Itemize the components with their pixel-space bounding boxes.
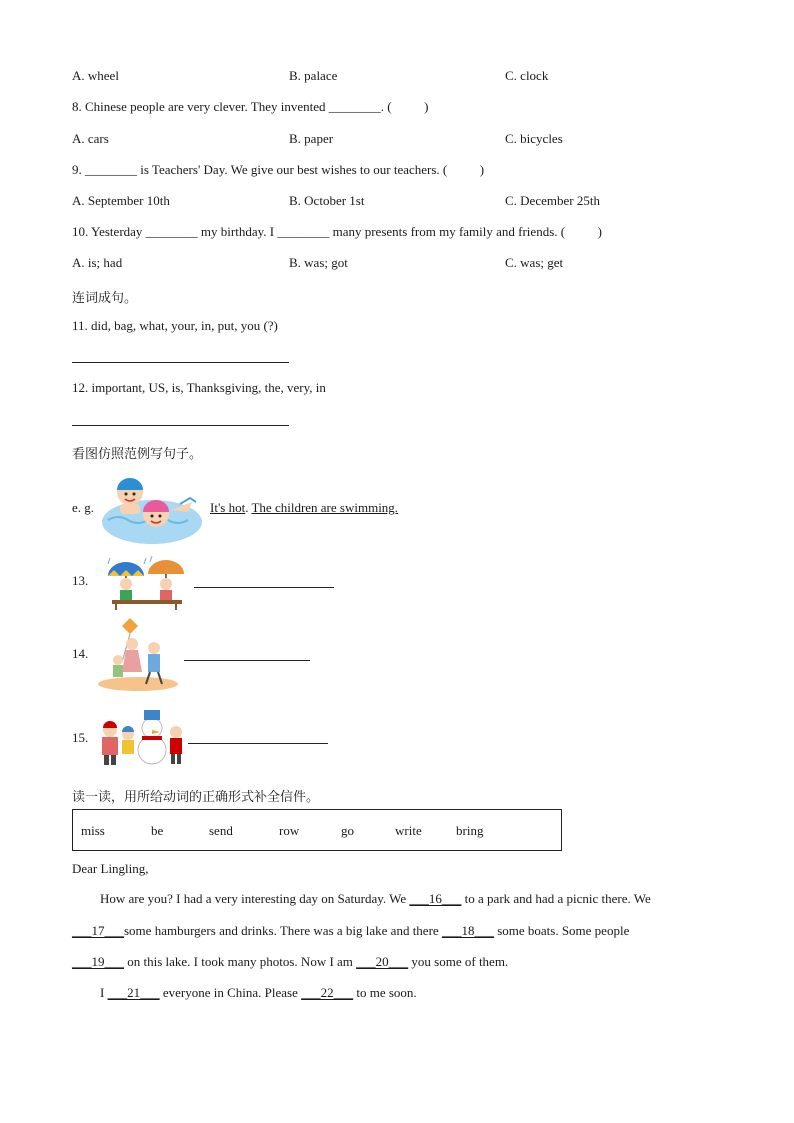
flying-kite-picture [96, 614, 182, 692]
section-title-word-order: 连词成句。 [72, 291, 138, 306]
example-part2: The children are swimming. [251, 500, 399, 515]
letter-line-2 [72, 923, 629, 939]
example-separator: . [245, 500, 252, 515]
q9-option-a: A. September 10th [72, 193, 170, 208]
q10-option-b: B. was; got [289, 255, 348, 270]
q8-option-a: A. cars [72, 131, 109, 146]
q15-answer-line[interactable] [188, 743, 328, 744]
letter-line-3 [72, 954, 508, 970]
blank-18[interactable]: ___18___ [441, 923, 494, 938]
word-bank-item-bring: bring [456, 823, 484, 838]
swimming-children-picture [100, 470, 204, 548]
q13-answer-line[interactable] [194, 587, 334, 588]
word-bank-item-row: row [279, 823, 300, 838]
q10-stem: 10. Yesterday ________ my birthday. I ________ many presents from my family and friends. ( ) [72, 224, 602, 239]
q15-label: 15. [72, 730, 89, 745]
word-bank-item-miss: miss [81, 823, 105, 838]
rainy-day-umbrella-picture [104, 554, 188, 612]
q7-option-b: B. palace [289, 68, 338, 83]
word-bank-item-send: send [209, 823, 233, 838]
word-bank-item-be: be [151, 823, 164, 838]
word-bank-item-go: go [341, 823, 354, 838]
example-part1: It's hot [210, 500, 246, 515]
letter-text: to me soon. [353, 985, 417, 1000]
blank-20[interactable]: ___20___ [356, 954, 409, 969]
q7-option-a: A. wheel [72, 68, 119, 83]
blank-21[interactable]: ___21___ [107, 985, 160, 1000]
word-bank-box [72, 809, 562, 851]
q14-label: 14. [72, 646, 89, 661]
letter-text: I [100, 985, 108, 1000]
letter-text: How are you? I had a very interesting day on Saturday. We [100, 891, 410, 906]
q12-answer-line[interactable] [72, 425, 289, 426]
letter-text: some hamburgers and drinks. There was a big lake and there [124, 923, 442, 938]
q11-stem: 11. did, bag, what, your, in, put, you (?) [72, 318, 278, 333]
q10-option-a: A. is; had [72, 255, 123, 270]
letter-line-4 [100, 985, 417, 1001]
letter-greeting: Dear Lingling, [72, 861, 149, 876]
blank-16[interactable]: ___16___ [409, 891, 462, 906]
q9-option-c: C. December 25th [505, 193, 600, 208]
q8-option-c: C. bicycles [505, 131, 563, 146]
letter-text: everyone in China. Please [159, 985, 302, 1000]
letter-text: on this lake. I took many photos. Now I am [124, 954, 357, 969]
blank-19[interactable]: ___19___ [72, 954, 124, 969]
blank-17[interactable]: ___17___ [72, 923, 124, 938]
example-label: e. g. [72, 500, 95, 515]
blank-22[interactable]: ___22___ [301, 985, 354, 1000]
q8-stem: 8. Chinese people are very clever. They invented ________. ( ) [72, 99, 429, 114]
q11-answer-line[interactable] [72, 362, 289, 363]
letter-line-1 [100, 891, 651, 907]
word-bank-item-write: write [395, 823, 422, 838]
letter-text: to a park and had a picnic there. We [461, 891, 651, 906]
q10-option-c: C. was; get [505, 255, 564, 270]
q9-stem: 9. ________ is Teachers' Day. We give our best wishes to our teachers. ( ) [72, 162, 485, 177]
section-title-picture-writing: 看图仿照范例写句子。 [72, 447, 203, 462]
q12-stem: 12. important, US, is, Thanksgiving, the, very, in [72, 380, 326, 395]
q8-option-b: B. paper [289, 131, 334, 146]
section-title-letter: 读一读，用所给动词的正确形式补全信件。 [72, 790, 320, 805]
snowman-children-picture [96, 706, 184, 768]
q13-label: 13. [72, 573, 89, 588]
q9-option-b: B. October 1st [289, 193, 365, 208]
example-sentence [210, 500, 398, 516]
q14-answer-line[interactable] [184, 660, 310, 661]
letter-text: some boats. Some people [493, 923, 630, 938]
letter-text: you some of them. [408, 954, 509, 969]
q7-option-c: C. clock [505, 68, 549, 83]
